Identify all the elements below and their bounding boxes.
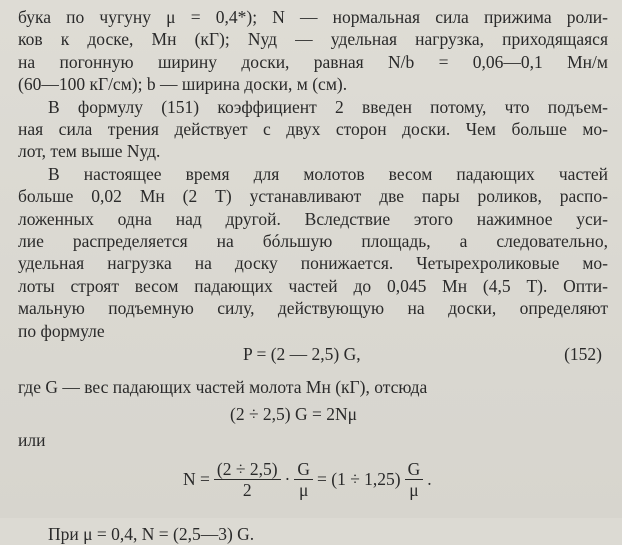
fraction-numerator: G bbox=[407, 459, 421, 479]
equation-lhs: N = bbox=[183, 469, 210, 490]
fraction-denominator: 2 bbox=[242, 480, 252, 500]
text-line: где G — вес падающих частей молота Мн (кГ), отсюда bbox=[18, 377, 428, 398]
text-line: В формулу (151) коэффициент 2 введен потому, что подъем- bbox=[48, 96, 608, 117]
formula-expression: P = (2 — 2,5) G, bbox=[243, 344, 361, 365]
formula-number: (152) bbox=[564, 344, 602, 365]
equation-end: . bbox=[427, 469, 432, 490]
fraction-denominator: μ bbox=[298, 480, 309, 500]
text-line: мальную подъемную силу, действующую на доски, определяют bbox=[18, 298, 608, 319]
text-line: (60—100 кГ/см); b — ширина доски, м (см). bbox=[18, 74, 348, 95]
text-line: В настоящее время для молотов весом падающих частей bbox=[48, 163, 608, 184]
formula-152 bbox=[18, 342, 608, 366]
text-line: лот, тем выше Nуд. bbox=[18, 141, 161, 162]
text-line: больше 0,02 Мн (2 Т) устанавливают две пары роликов, распо- bbox=[18, 186, 608, 207]
text-line: удельная нагрузка на доску понижается. Четырехроликовые мо- bbox=[18, 253, 608, 274]
text-line: лие распределяется на бóльшую площадь, а следовательно, bbox=[18, 231, 608, 252]
text-line: на погонную ширину доски, равная N/b = 0,06—0,1 Мн/м bbox=[18, 51, 608, 72]
multiply-dot: · bbox=[284, 469, 291, 490]
equation-force-balance: (2 ÷ 2,5) G = 2Nμ bbox=[230, 403, 358, 424]
final-result-line: При μ = 0,4, N = (2,5—3) G. bbox=[48, 523, 255, 544]
fraction-1 bbox=[214, 459, 281, 500]
paragraph-rollers bbox=[18, 163, 608, 342]
text-line: лоты строят весом падающих частей до 0,045 Мн (4,5 Т). Опти- bbox=[18, 275, 608, 296]
paragraph-formula-151-note bbox=[18, 96, 608, 163]
where-line bbox=[18, 376, 608, 398]
fraction-2 bbox=[294, 459, 313, 500]
equation-middle: = (1 ÷ 1,25) bbox=[317, 469, 401, 490]
text-line: по формуле bbox=[18, 320, 105, 341]
or-word: или bbox=[18, 429, 46, 450]
fraction-denominator: μ bbox=[409, 480, 419, 500]
fraction-3 bbox=[405, 459, 424, 500]
text-line: ложенных одна над другой. Вследствие этого нажимное уси- bbox=[18, 208, 608, 229]
paragraph-friction-definitions bbox=[18, 6, 608, 96]
text-line: бука по чугуну μ = 0,4*); N — нормальная сила прижима роли- bbox=[18, 7, 608, 27]
fraction-numerator: G bbox=[297, 459, 310, 479]
text-line: ков к доске, Мн (кГ); Nуд — удельная нагрузка, приходящаяся bbox=[18, 29, 608, 50]
equation-normal-force bbox=[18, 451, 608, 509]
fraction-numerator: (2 ÷ 2,5) bbox=[216, 459, 278, 479]
text-line: ная сила трения действует с двух сторон доски. Чем больше мо- bbox=[18, 119, 608, 140]
